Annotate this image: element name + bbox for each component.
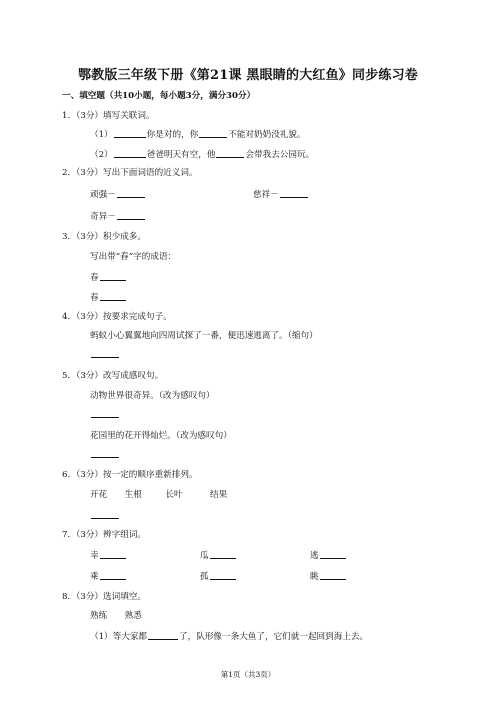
question-5-answer-1 xyxy=(90,408,120,421)
q7-char: 逃 xyxy=(310,551,319,561)
answer-blank[interactable] xyxy=(91,448,119,458)
q7-char: 幸 xyxy=(90,551,99,561)
question-3-line-2 xyxy=(90,291,127,304)
question-2-word-2 xyxy=(253,188,309,201)
question-8-options xyxy=(90,610,142,622)
answer-blank[interactable] xyxy=(280,188,308,198)
q8-line1-end: 了，队形像一条大鱼了，它们就一起回到海上去。 xyxy=(179,632,369,642)
answer-blank[interactable] xyxy=(320,549,346,559)
q7-row1-item-2 xyxy=(200,549,237,562)
q7-row1-item-1 xyxy=(90,549,127,562)
question-6-stem: 6．（3分）按一定的顺序重新排列。 xyxy=(62,470,198,480)
question-5-sentence-1: 动物世界很奇异。（改为感叹句） xyxy=(90,391,215,401)
question-4-sentence: 蚂蚁小心翼翼地向四周试探了一番，便迅速逃离了。（缩句） xyxy=(90,331,318,341)
section-heading: 一、填空题（共10小题，每小题3分，满分30分） xyxy=(62,91,256,101)
answer-blank[interactable] xyxy=(320,570,346,580)
question-3-stem: 3．（3分）积少成多。 xyxy=(62,232,146,242)
question-3-line-1 xyxy=(90,271,127,284)
answer-blank[interactable] xyxy=(117,188,145,198)
answer-blank[interactable] xyxy=(117,210,145,220)
q7-row1-item-3 xyxy=(310,549,347,562)
question-5-stem: 5．（3分）改写成感叹句。 xyxy=(62,371,164,381)
answer-blank[interactable] xyxy=(91,348,119,358)
question-1-line-1 xyxy=(90,128,306,141)
q7-char: 眺 xyxy=(310,572,319,582)
page-title: 鄂教版三年级下册《第21课 黑眼睛的大红鱼》同步练习卷 xyxy=(77,68,419,83)
answer-blank[interactable] xyxy=(210,549,236,559)
answer-blank[interactable] xyxy=(100,291,126,301)
q3-char: 春 xyxy=(90,273,99,283)
q1-line2-end: 会带我去公园玩。 xyxy=(245,150,315,160)
question-4-answer xyxy=(90,348,120,361)
q2-word-label: 慈祥－ xyxy=(253,190,279,200)
question-1-line-2 xyxy=(90,148,314,161)
answer-blank[interactable] xyxy=(114,128,146,138)
q7-row2-item-2 xyxy=(200,570,237,583)
question-2-stem: 2．（3分）写出下面词语的近义词。 xyxy=(62,168,198,178)
q2-word-label: 奇异－ xyxy=(90,212,116,222)
answer-blank[interactable] xyxy=(100,549,126,559)
q7-char: 瓜 xyxy=(200,551,209,561)
word-item: 长叶 xyxy=(165,490,183,500)
answer-blank[interactable] xyxy=(91,408,119,418)
q1-line2-label: （2） xyxy=(90,150,113,160)
q7-char: 孤 xyxy=(200,572,209,582)
q1-line1-end: 不能对奶奶没礼貌。 xyxy=(228,130,306,140)
question-4-stem: 4．（3分）按要求完成句子。 xyxy=(62,312,172,322)
question-7-stem: 7．（3分）辨字组词。 xyxy=(62,530,146,540)
question-3-prompt: 写出带“春”字的成语： xyxy=(90,252,177,262)
word-item: 开花 xyxy=(90,490,108,500)
question-1-stem: 1．（3分）填写关联词。 xyxy=(62,111,155,121)
page-footer: 第1页（共3页） xyxy=(220,670,276,679)
question-5-sentence-2: 花园里的花开得灿烂。（改为感叹句） xyxy=(90,431,232,441)
answer-blank[interactable] xyxy=(199,128,227,138)
question-6-answer xyxy=(90,509,120,522)
answer-blank[interactable] xyxy=(100,271,126,281)
q7-row2-item-3 xyxy=(310,570,347,583)
word-item: 结果 xyxy=(210,490,228,500)
question-8-line-1 xyxy=(90,630,368,643)
answer-blank[interactable] xyxy=(114,148,146,158)
word-item: 生根 xyxy=(124,490,142,500)
question-2-word-1 xyxy=(90,188,146,201)
q1-line1-mid: 你是对的，你 xyxy=(146,130,199,140)
question-5-answer-2 xyxy=(90,448,120,461)
q1-line1-label: （1） xyxy=(90,130,113,140)
answer-blank[interactable] xyxy=(216,148,244,158)
option-word: 熟练 xyxy=(90,611,108,621)
question-6-words xyxy=(90,489,227,501)
q2-word-label: 顽强－ xyxy=(90,190,116,200)
q7-row2-item-1 xyxy=(90,570,127,583)
q7-char: 乘 xyxy=(90,572,99,582)
q1-line2-mid: 爸爸明天有空，他 xyxy=(146,150,216,160)
question-8-stem: 8．（3分）选词填空。 xyxy=(62,592,146,602)
answer-blank[interactable] xyxy=(148,630,178,640)
answer-blank[interactable] xyxy=(210,570,236,580)
q3-char: 春 xyxy=(90,293,99,303)
answer-blank[interactable] xyxy=(91,509,119,519)
q8-line1-start: （1）等大家都 xyxy=(90,632,148,642)
answer-blank[interactable] xyxy=(100,570,126,580)
question-2-word-3 xyxy=(90,210,146,223)
option-word: 熟悉 xyxy=(124,611,142,621)
